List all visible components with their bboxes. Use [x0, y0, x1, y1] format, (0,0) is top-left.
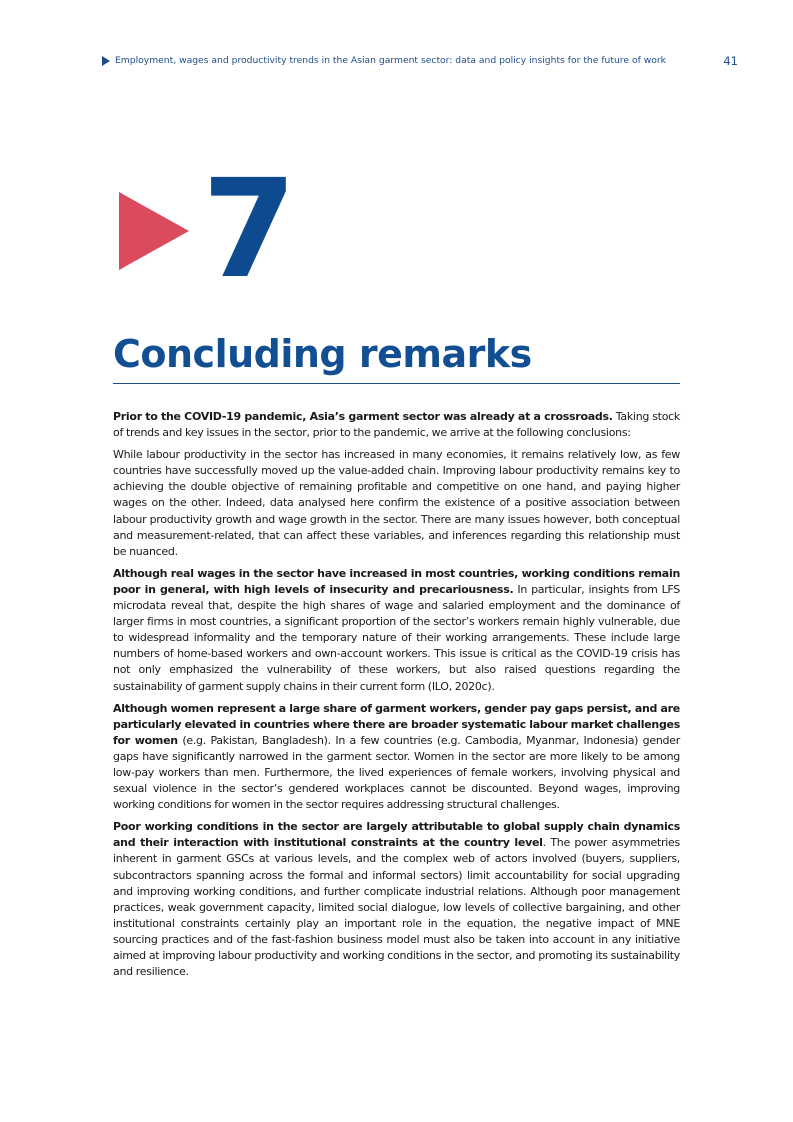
paragraph-3 — [113, 566, 680, 695]
chapter-number: 7 — [202, 151, 293, 309]
paragraph-2 — [113, 447, 680, 560]
paragraph-3-lead: Although real wages in the sector have increased in most countries, working conditions remain poor in general, with high levels of insecurity and precariousness. — [113, 566, 680, 596]
paragraph-1-lead: Prior to the COVID-19 pandemic, Asia’s garment sector was already at a crossroads. — [113, 410, 613, 423]
play-triangle-icon — [119, 192, 189, 270]
paragraph-5-text: . The power asymmetries inherent in garment GSCs at various levels, and the complex web of actors involved (buyers, suppliers, subcontractors spanning across the formal and informal sectors) limit accountability for social upgrading and improving working conditions, and further complicate industrial relations. Although poor management practices, weak government capacity, limited social dialogue, low levels of collective bargaining, and other institutional constraints certainly play an important role in the equation, the negative impact of MNE sourcing practices and of the fast-fashion business model must also be taken into account in any initiative aimed at improving labour productivity and working conditions in the sector, and promoting its sustainability and resilience. — [113, 836, 680, 979]
triangle-bullet-icon — [102, 56, 110, 66]
running-header-title: Employment, wages and productivity trends in the Asian garment sector: data and policy insights for the future of work — [115, 55, 666, 66]
paragraph-1-text: Taking stock of trends and key issues in the sector, prior to the pandemic, we arrive at the following conclusions: — [113, 410, 681, 440]
paragraph-4-lead: Although women represent a large share of garment workers, gender pay gaps persist, and are particularly elevated in countries where there are broader systematic labour market challenges for women — [113, 701, 680, 747]
title-divider — [113, 383, 680, 384]
body-text — [113, 409, 680, 986]
paragraph-1 — [113, 409, 680, 441]
chapter-title: Concluding remarks — [113, 332, 532, 376]
paragraph-5 — [113, 819, 680, 980]
paragraph-2-text: While labour productivity in the sector has increased in many economies, it remains relatively low, as few countries have successfully moved up the value-added chain. Improving labour productivity remains key to achieving the double objective of remaining profitable and competitive on one hand, and paying higher wages on the other. Indeed, data analysed here confirm the existence of a positive association between labour productivity growth and wage growth in the sector. There are many issues however, both conceptual and measurement-related, that can affect these variables, and inferences regarding this relationship must be nuanced. — [113, 448, 680, 558]
paragraph-3-text: In particular, insights from LFS microdata reveal that, despite the high shares of wage and salaried employment and the dominance of larger firms in most countries, a significant proportion of the sector’s workers remain highly vulnerable, due to widespread informality and the temporary nature of their working arrangements. These include large numbers of home-based workers and own-account workers. This issue is critical as the COVID-19 crisis has not only emphasized the vulnerability of these workers, but also raised questions regarding the sustainability of garment supply chains in their current form (ILO, 2020c). — [113, 582, 680, 693]
page-number: 41 — [723, 54, 738, 68]
paragraph-4-text: (e.g. Pakistan, Bangladesh). In a few countries (e.g. Cambodia, Myanmar, Indonesia) gender gaps have significantly narrowed in the garment sector. Women in the sector are more likely to be among low-pay workers than men. Furthermore, the lived experiences of female workers, involving physical and sexual violence in the sector’s gendered workplaces cannot be discounted. Beyond wages, improving working conditions for women in the sector requires addressing structural challenges. — [113, 733, 680, 812]
paragraph-4 — [113, 701, 680, 814]
running-header — [102, 55, 738, 69]
paragraph-5-lead: Poor working conditions in the sector are largely attributable to global supply chain dynamics and their interaction with institutional constraints at the country level — [113, 820, 680, 850]
